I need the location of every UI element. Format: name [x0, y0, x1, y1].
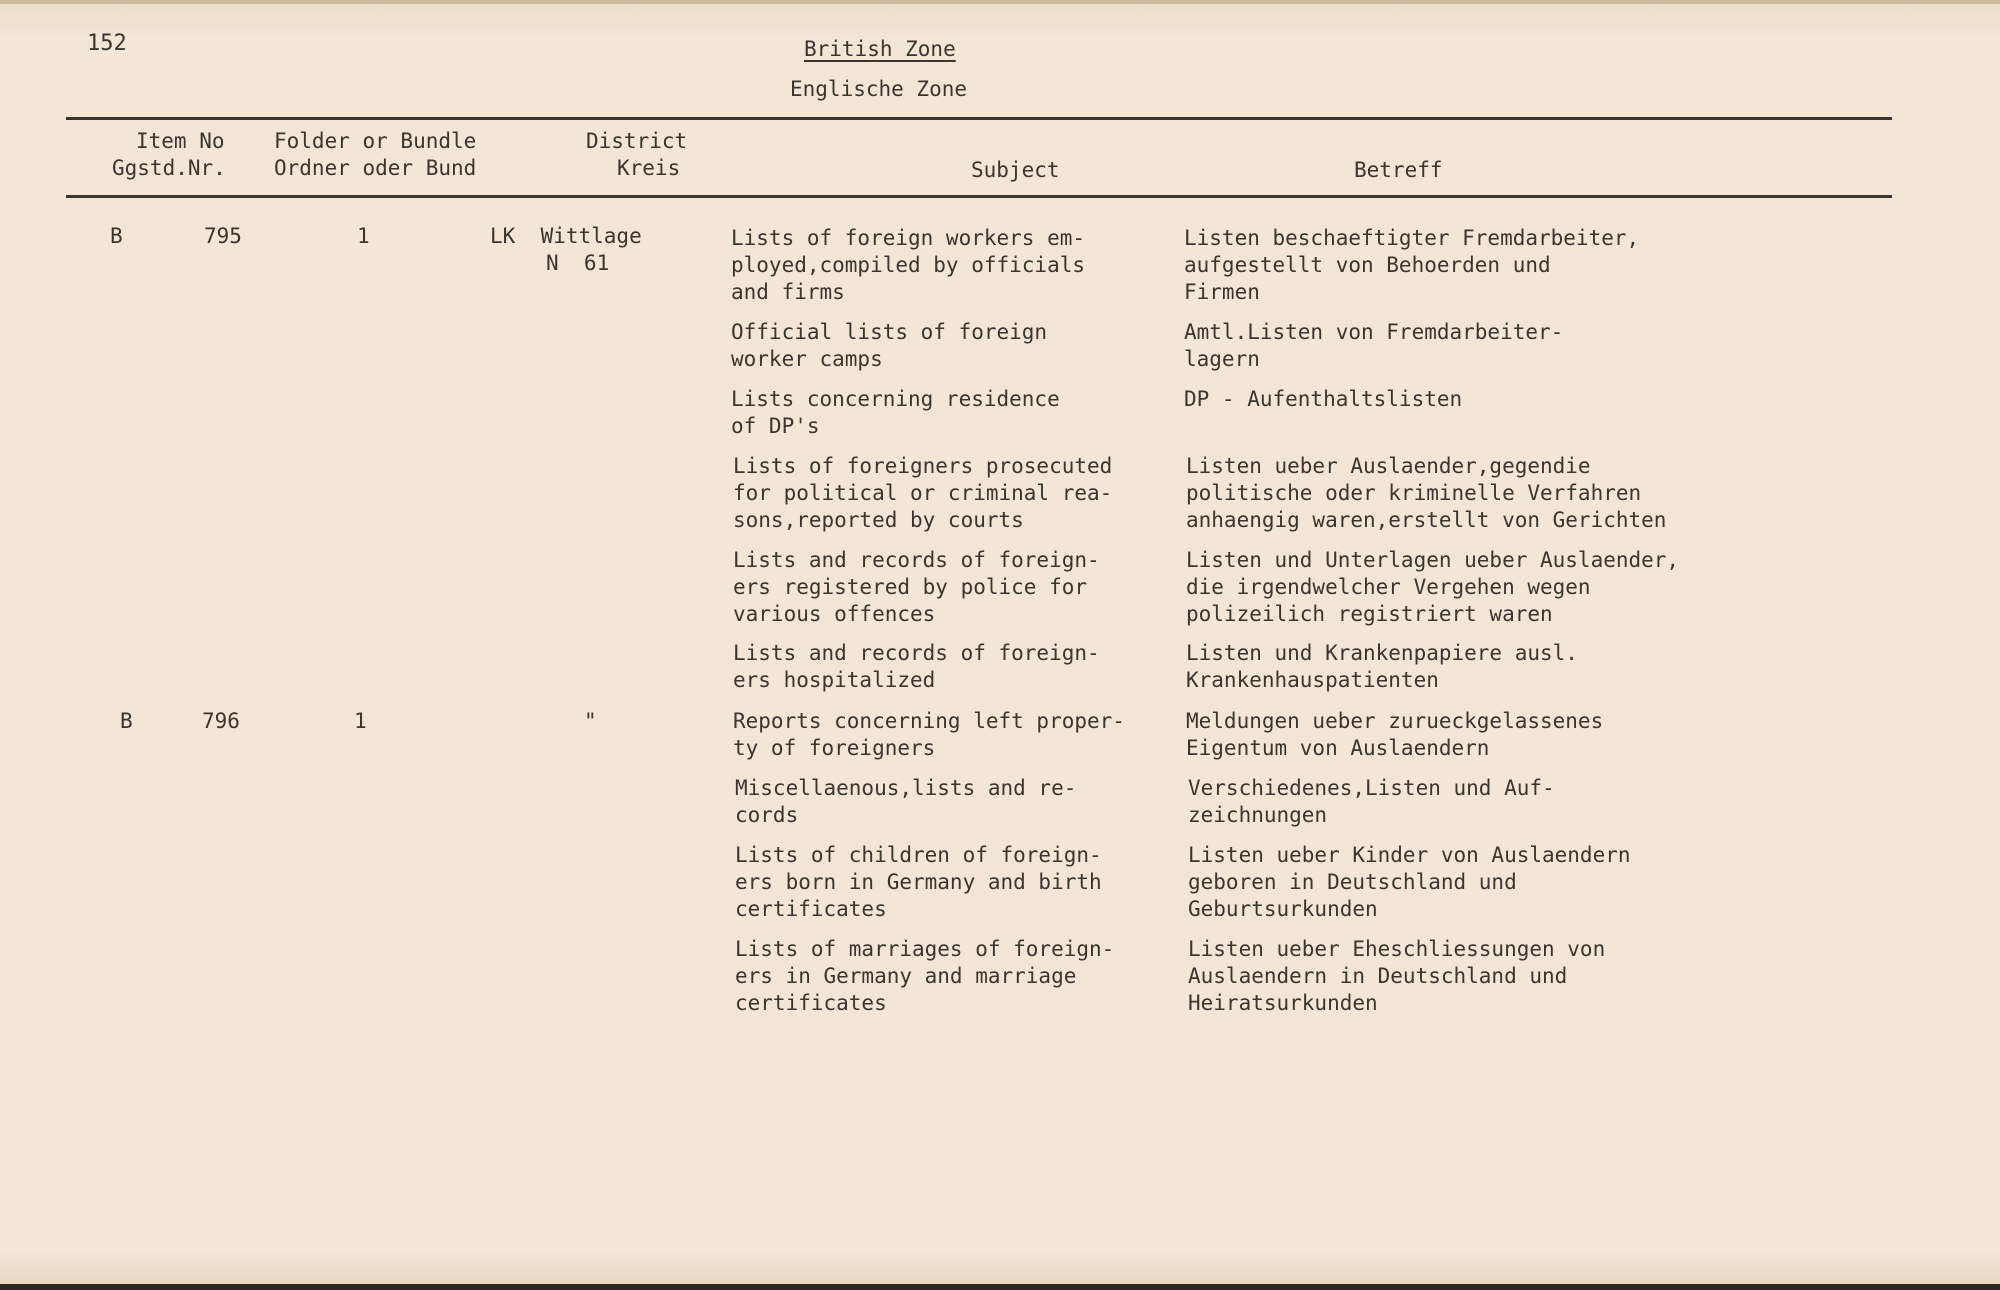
district-code: N 61 [546, 251, 610, 275]
col-header-subject: Subject [971, 158, 1060, 182]
col-header-district-de: Kreis [617, 156, 681, 180]
page-subtitle: Englische Zone [790, 77, 968, 101]
subject-line: of DP's [731, 414, 820, 438]
betreff-line: Listen ueber Eheschliessungen von [1188, 937, 1606, 961]
subject-line: Lists of children of foreign- [735, 843, 1102, 867]
subject-line: Lists of foreigners prosecuted [733, 454, 1113, 478]
betreff-line: Geburtsurkunden [1188, 897, 1378, 921]
subject-line: and firms [731, 280, 845, 304]
betreff-line: Auslaendern in Deutschland und [1188, 964, 1568, 988]
subject-line: ty of foreigners [733, 736, 936, 760]
subject-line: Lists of marriages of foreign- [735, 937, 1115, 961]
betreff-line: geboren in Deutschland und [1188, 870, 1517, 894]
subject-line: worker camps [731, 347, 883, 371]
subject-line: for political or criminal rea- [733, 481, 1113, 505]
item-number: 795 [204, 224, 242, 248]
col-header-betreff: Betreff [1354, 158, 1443, 182]
subject-line: certificates [735, 991, 887, 1015]
betreff-line: lagern [1184, 347, 1260, 371]
subject-line: ers hospitalized [733, 668, 936, 692]
district-name: LK Wittlage [490, 224, 642, 248]
col-header-item-en: Item No [136, 129, 225, 153]
subject-line: sons,reported by courts [733, 508, 1024, 532]
col-header-item-de: Ggstd.Nr. [112, 156, 226, 180]
subject-line: Reports concerning left proper- [733, 709, 1125, 733]
betreff-line: DP - Aufenthaltslisten [1184, 387, 1463, 411]
folder-number: 1 [357, 224, 370, 248]
subject-line: ers born in Germany and birth [735, 870, 1102, 894]
betreff-line: polizeilich registriert waren [1186, 602, 1553, 626]
betreff-line: anhaengig waren,erstellt von Gerichten [1186, 508, 1667, 532]
betreff-line: Listen und Unterlagen ueber Auslaender, [1186, 548, 1680, 572]
betreff-line: Heiratsurkunden [1188, 991, 1378, 1015]
subject-line: Miscellaenous,lists and re- [735, 776, 1077, 800]
betreff-line: Listen beschaeftigter Fremdarbeiter, [1184, 226, 1640, 250]
item-number: 796 [202, 709, 240, 733]
subject-line: Lists and records of foreign- [733, 641, 1100, 665]
subject-line: ployed,compiled by officials [731, 253, 1086, 277]
betreff-line: Verschiedenes,Listen und Auf- [1188, 776, 1555, 800]
subject-line: certificates [735, 897, 887, 921]
betreff-line: Meldungen ueber zurueckgelassenes [1186, 709, 1604, 733]
folder-number: 1 [354, 709, 367, 733]
betreff-line: Listen ueber Auslaender,gegendie [1186, 454, 1591, 478]
betreff-line: Krankenhauspatienten [1186, 668, 1439, 692]
header-top-rule [66, 117, 1892, 120]
header-bottom-rule [66, 195, 1892, 198]
subject-line: Official lists of foreign [731, 320, 1048, 344]
subject-line: cords [735, 803, 799, 827]
item-code: B [110, 224, 123, 248]
item-code: B [120, 709, 133, 733]
betreff-line: zeichnungen [1188, 803, 1328, 827]
betreff-line: Eigentum von Auslaendern [1186, 736, 1490, 760]
district-ditto-mark: " [584, 709, 597, 733]
betreff-line: Listen und Krankenpapiere ausl. [1186, 641, 1578, 665]
betreff-line: die irgendwelcher Vergehen wegen [1186, 575, 1591, 599]
betreff-line: politische oder kriminelle Verfahren [1186, 481, 1642, 505]
subject-line: ers in Germany and marriage [735, 964, 1077, 988]
page-number: 152 [87, 31, 127, 56]
betreff-line: Amtl.Listen von Fremdarbeiter- [1184, 320, 1564, 344]
subject-line: various offences [733, 602, 936, 626]
col-header-district-en: District [586, 129, 688, 153]
betreff-line: Listen ueber Kinder von Auslaendern [1188, 843, 1631, 867]
col-header-folder-en: Folder or Bundle [274, 129, 477, 153]
page-title: British Zone [804, 37, 956, 61]
col-header-folder-de: Ordner oder Bund [274, 156, 477, 180]
betreff-line: Firmen [1184, 280, 1260, 304]
subject-line: Lists of foreign workers em- [731, 226, 1086, 250]
subject-line: ers registered by police for [733, 575, 1088, 599]
betreff-line: aufgestellt von Behoerden und [1184, 253, 1551, 277]
subject-line: Lists and records of foreign- [733, 548, 1100, 572]
subject-line: Lists concerning residence [731, 387, 1060, 411]
